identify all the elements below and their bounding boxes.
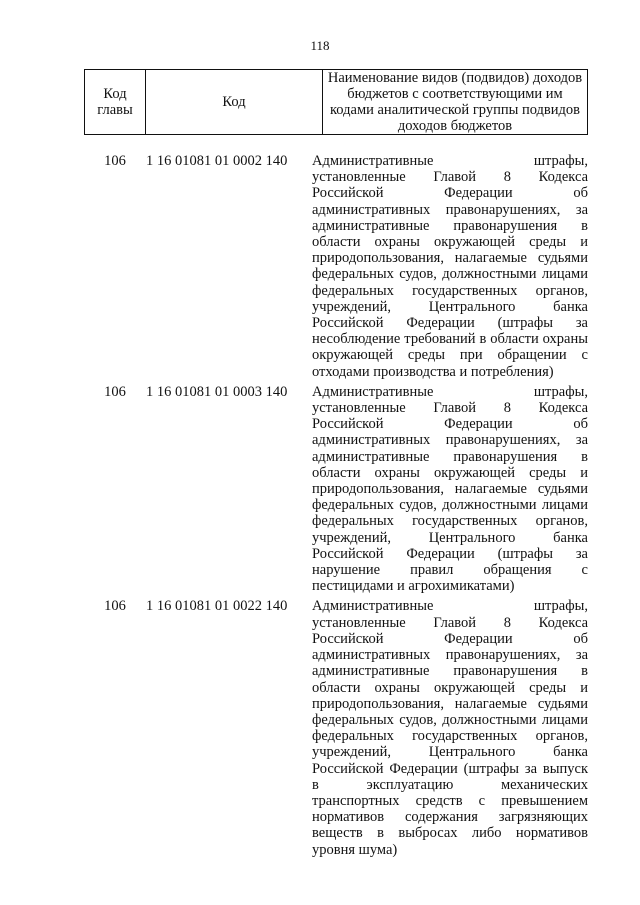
table-body	[84, 153, 588, 862]
row-code: 1 16 01081 01 0003 140	[146, 383, 288, 400]
table-row	[84, 153, 588, 380]
row-name: Административные штрафы, установленные Главой 8 Кодекса Российской Федерации об административных правонарушениях, за административные правонарушения в области охраны окружающей среды и природопользования, налагаемые судьями федеральных судов, должностными лицами федеральных государственных органов, учреждений, Центрального банка Российской Федерации (штрафы за выпуск в эксплуатацию механических транспортных средств с превышением нормативов содержания загрязняющих веществ в выбросах либо нормативов уровня шума)	[312, 598, 588, 858]
header-row	[85, 70, 588, 135]
header-name: Наименование видов (подвидов) доходов бюджетов с соответствующими им кодами аналитической группы подвидов доходов бюджетов	[323, 70, 588, 135]
header-code: Код	[146, 70, 323, 135]
page-number: 118	[310, 38, 330, 53]
header-chapter-code: Код главы	[85, 70, 146, 135]
row-code: 1 16 01081 01 0022 140	[146, 598, 288, 615]
row-chapter-code: 106	[104, 153, 126, 169]
table-header	[84, 69, 588, 135]
row-name: Административные штрафы, установленные Главой 8 Кодекса Российской Федерации об административных правонарушениях, за административные правонарушения в области охраны окружающей среды и природопользования, налагаемые судьями федеральных судов, должностными лицами федеральных государственных органов, учреждений, Центрального банка Российской Федерации (штрафы за нарушение правил обращения с пестицидами и агрохимикатами)	[312, 383, 588, 595]
row-chapter-code: 106	[104, 598, 126, 615]
row-chapter-code: 106	[104, 383, 126, 400]
row-code: 1 16 01081 01 0002 140	[146, 153, 288, 169]
row-name: Административные штрафы, установленные Главой 8 Кодекса Российской Федерации об административных правонарушениях, за административные правонарушения в области охраны окружающей среды и природопользования, налагаемые судьями федеральных судов, должностными лицами федеральных государственных органов, учреждений, Центрального банка Российской Федерации (штрафы за несоблюдение требований в области охраны окружающей среды при обращении с отходами производства и потребления)	[312, 153, 588, 380]
table-row	[84, 598, 588, 857]
table-row	[84, 384, 588, 595]
